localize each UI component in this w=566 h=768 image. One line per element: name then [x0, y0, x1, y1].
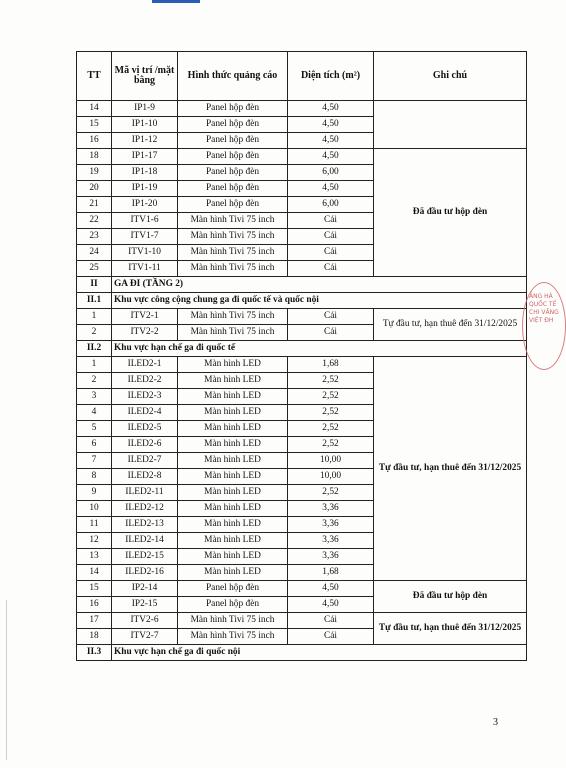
- cell-code: ITV1-6: [112, 213, 178, 229]
- cell-tt: 24: [77, 245, 112, 261]
- table-row: [77, 581, 527, 597]
- cell-code: ILED2-1: [112, 357, 178, 373]
- cell-area: 4,50: [288, 181, 374, 197]
- cell-tt: 12: [77, 533, 112, 549]
- cell-code: IP1-10: [112, 117, 178, 133]
- cell-tt: 14: [77, 101, 112, 117]
- section-title: Khu vực hạn chế ga đi quốc tế: [112, 341, 527, 357]
- cell-code: ILED2-6: [112, 437, 178, 453]
- section-title: Khu vực công cộng chung ga đi quốc tế và quốc nội: [112, 293, 527, 309]
- cell-tt: 14: [77, 565, 112, 581]
- cell-form: Panel hộp đèn: [178, 581, 288, 597]
- cell-form: Màn hình Tivi 75 inch: [178, 229, 288, 245]
- cell-area: Cái: [288, 229, 374, 245]
- cell-note: Đã đầu tư hộp đèn: [374, 581, 527, 613]
- cell-form: Màn hình Tivi 75 inch: [178, 261, 288, 277]
- cell-code: IP2-15: [112, 597, 178, 613]
- cell-form: Panel hộp đèn: [178, 197, 288, 213]
- cell-tt: 23: [77, 229, 112, 245]
- cell-area: 4,50: [288, 597, 374, 613]
- cell-note-empty: [374, 101, 527, 149]
- cell-tt: 8: [77, 469, 112, 485]
- cell-form: Màn hình LED: [178, 533, 288, 549]
- cell-form: Panel hộp đèn: [178, 101, 288, 117]
- cell-tt: 25: [77, 261, 112, 277]
- cell-tt: 3: [77, 389, 112, 405]
- cell-area: 2,52: [288, 389, 374, 405]
- cell-tt: 18: [77, 149, 112, 165]
- cell-area: 3,36: [288, 533, 374, 549]
- cell-code: ILED2-13: [112, 517, 178, 533]
- cell-area: Cái: [288, 629, 374, 645]
- cell-code: ILED2-4: [112, 405, 178, 421]
- section-number: II.2: [77, 341, 112, 357]
- stamp-text: ẢNG HÀ QUỐC TẾ CHI VĂNG VIỆT ĐH: [529, 293, 559, 324]
- cell-tt: 20: [77, 181, 112, 197]
- cell-tt: 1: [77, 309, 112, 325]
- margin-line: [6, 600, 7, 760]
- cell-code: IP1-17: [112, 149, 178, 165]
- cell-tt: 7: [77, 453, 112, 469]
- cell-area: 4,50: [288, 149, 374, 165]
- cell-tt: 6: [77, 437, 112, 453]
- cell-tt: 2: [77, 325, 112, 341]
- cell-form: Màn hình LED: [178, 389, 288, 405]
- cell-tt: 21: [77, 197, 112, 213]
- cell-area: 6,00: [288, 197, 374, 213]
- cell-area: 2,52: [288, 373, 374, 389]
- cell-area: Cái: [288, 213, 374, 229]
- table-row: [77, 357, 527, 373]
- cell-tt: 18: [77, 629, 112, 645]
- cell-code: IP1-19: [112, 181, 178, 197]
- cell-code: IP2-14: [112, 581, 178, 597]
- cell-form: Màn hình LED: [178, 485, 288, 501]
- cell-tt: 15: [77, 581, 112, 597]
- cell-tt: 9: [77, 485, 112, 501]
- cell-code: ITV1-11: [112, 261, 178, 277]
- table-row: [77, 613, 527, 629]
- cell-note: Tự đầu tư, hạn thuê đến 31/12/2025: [374, 613, 527, 645]
- cell-form: Màn hình LED: [178, 501, 288, 517]
- cell-form: Màn hình LED: [178, 357, 288, 373]
- cell-area: Cái: [288, 613, 374, 629]
- cell-form: Màn hình LED: [178, 549, 288, 565]
- page-number: 3: [493, 717, 498, 728]
- section-row: [77, 277, 527, 293]
- cell-tt: 11: [77, 517, 112, 533]
- section-number: II: [77, 277, 112, 293]
- section-title: Khu vực hạn chế ga đi quốc nội: [112, 645, 527, 661]
- header-area: Diện tích (m²): [288, 52, 374, 101]
- section-number: II.1: [77, 293, 112, 309]
- cell-form: Panel hộp đèn: [178, 149, 288, 165]
- cell-code: ILED2-11: [112, 485, 178, 501]
- cell-tt: 15: [77, 117, 112, 133]
- cell-area: 4,50: [288, 117, 374, 133]
- section-number: II.3: [77, 645, 112, 661]
- cell-tt: 13: [77, 549, 112, 565]
- cell-area: 4,50: [288, 101, 374, 117]
- cell-form: Màn hình LED: [178, 405, 288, 421]
- cell-code: ILED2-5: [112, 421, 178, 437]
- cell-area: 3,36: [288, 549, 374, 565]
- cell-form: Màn hình Tivi 75 inch: [178, 613, 288, 629]
- cell-area: Cái: [288, 325, 374, 341]
- section-title: GA ĐI (TẦNG 2): [112, 277, 527, 293]
- cell-code: ITV1-7: [112, 229, 178, 245]
- cell-tt: 22: [77, 213, 112, 229]
- cell-form: Màn hình Tivi 75 inch: [178, 309, 288, 325]
- cell-form: Màn hình LED: [178, 469, 288, 485]
- cell-code: ILED2-2: [112, 373, 178, 389]
- table-row: [77, 149, 527, 165]
- cell-tt: 16: [77, 597, 112, 613]
- cell-area: 10,00: [288, 453, 374, 469]
- cell-code: ITV2-1: [112, 309, 178, 325]
- cell-note: Đã đầu tư hộp đèn: [374, 149, 527, 277]
- cell-form: Màn hình Tivi 75 inch: [178, 245, 288, 261]
- cell-code: ILED2-3: [112, 389, 178, 405]
- cell-area: 2,52: [288, 437, 374, 453]
- cell-area: 2,52: [288, 405, 374, 421]
- cell-form: Panel hộp đèn: [178, 597, 288, 613]
- cell-code: ILED2-14: [112, 533, 178, 549]
- cell-tt: 10: [77, 501, 112, 517]
- table-row: [77, 101, 527, 117]
- cell-tt: 17: [77, 613, 112, 629]
- cell-area: Cái: [288, 261, 374, 277]
- cell-tt: 5: [77, 421, 112, 437]
- cell-area: 3,36: [288, 501, 374, 517]
- cell-form: Màn hình LED: [178, 517, 288, 533]
- cell-form: Màn hình LED: [178, 565, 288, 581]
- cell-area: 10,00: [288, 469, 374, 485]
- cell-form: Panel hộp đèn: [178, 133, 288, 149]
- header-note: Ghi chú: [374, 52, 527, 101]
- cell-form: Màn hình LED: [178, 437, 288, 453]
- cell-form: Màn hình Tivi 75 inch: [178, 213, 288, 229]
- cell-form: Panel hộp đèn: [178, 181, 288, 197]
- header-tt: TT: [77, 52, 112, 101]
- cell-area: 6,00: [288, 165, 374, 181]
- cell-note: Tự đầu tư, hạn thuê đến 31/12/2025: [374, 309, 527, 341]
- cell-form: Màn hình Tivi 75 inch: [178, 629, 288, 645]
- section-row: [77, 341, 527, 357]
- cell-code: ILED2-15: [112, 549, 178, 565]
- cell-area: 4,50: [288, 581, 374, 597]
- cell-code: ILED2-16: [112, 565, 178, 581]
- cell-tt: 2: [77, 373, 112, 389]
- cell-code: ITV2-2: [112, 325, 178, 341]
- cell-code: ITV2-7: [112, 629, 178, 645]
- cell-form: Màn hình LED: [178, 373, 288, 389]
- header-code: Mã vị trí /mặt bằng: [112, 52, 178, 101]
- cell-area: 1,68: [288, 565, 374, 581]
- top-accent-bar: [152, 0, 200, 3]
- cell-note: Tự đầu tư, hạn thuê đến 31/12/2025: [374, 357, 527, 581]
- table-header-row: [77, 52, 527, 101]
- cell-area: 2,52: [288, 421, 374, 437]
- cell-form: Màn hình LED: [178, 453, 288, 469]
- cell-code: IP1-18: [112, 165, 178, 181]
- cell-tt: 4: [77, 405, 112, 421]
- cell-code: IP1-9: [112, 101, 178, 117]
- cell-area: 4,50: [288, 133, 374, 149]
- cell-code: ILED2-8: [112, 469, 178, 485]
- cell-code: ILED2-12: [112, 501, 178, 517]
- section-row: [77, 293, 527, 309]
- section-row: [77, 645, 527, 661]
- cell-area: 1,68: [288, 357, 374, 373]
- header-form: Hình thức quảng cáo: [178, 52, 288, 101]
- advertising-positions-table: [76, 51, 527, 661]
- cell-tt: 16: [77, 133, 112, 149]
- cell-code: ILED2-7: [112, 453, 178, 469]
- cell-area: Cái: [288, 245, 374, 261]
- cell-code: IP1-12: [112, 133, 178, 149]
- cell-form: Panel hộp đèn: [178, 165, 288, 181]
- cell-tt: 19: [77, 165, 112, 181]
- table-row: [77, 309, 527, 325]
- cell-form: Màn hình LED: [178, 421, 288, 437]
- cell-area: Cái: [288, 309, 374, 325]
- cell-code: ITV1-10: [112, 245, 178, 261]
- cell-form: Panel hộp đèn: [178, 117, 288, 133]
- red-seal-stamp: [522, 282, 566, 370]
- cell-area: 3,36: [288, 517, 374, 533]
- cell-code: ITV2-6: [112, 613, 178, 629]
- cell-tt: 1: [77, 357, 112, 373]
- cell-code: IP1-20: [112, 197, 178, 213]
- cell-form: Màn hình Tivi 75 inch: [178, 325, 288, 341]
- cell-area: 2,52: [288, 485, 374, 501]
